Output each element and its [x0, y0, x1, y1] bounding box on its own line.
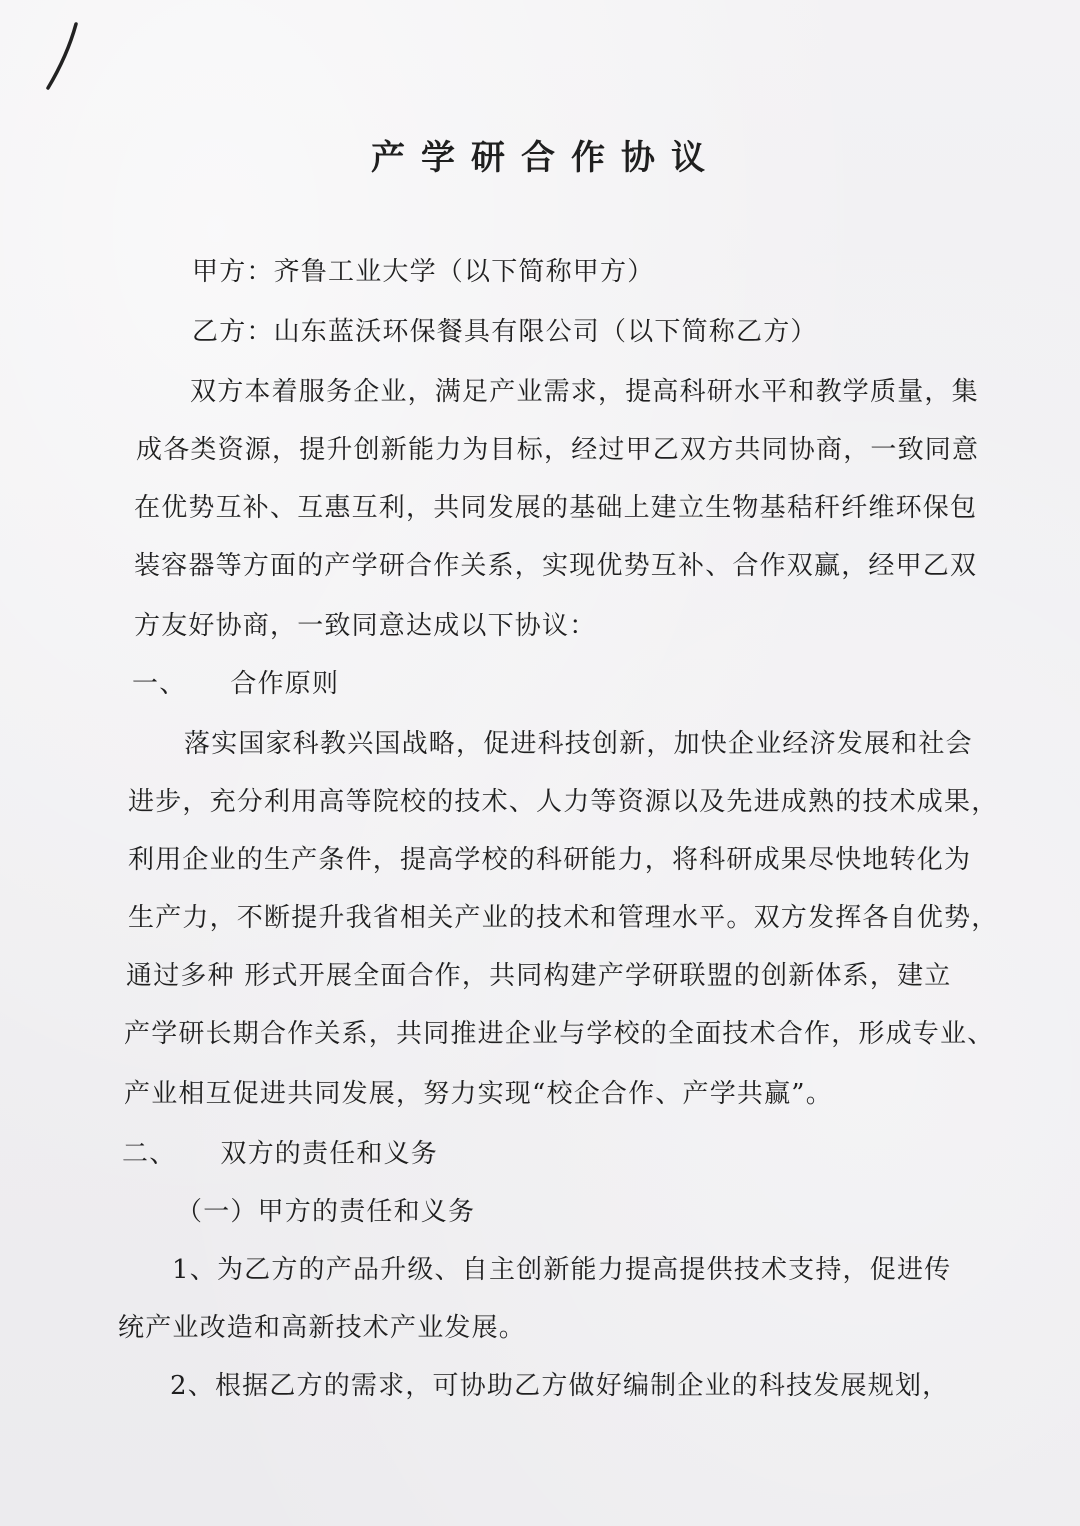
intro-line: 在优势互补、互惠互利，共同发展的基础上建立生物基秸秆纤维环保包: [134, 493, 978, 523]
subsection-heading: （一）甲方的责任和义务: [176, 1197, 476, 1227]
intro-line: 双方本着服务企业，满足产业需求，提高科研水平和教学质量，集: [190, 377, 979, 407]
document-title: 产学研合作协议: [371, 138, 721, 178]
principle-line: 落实国家科教兴国战略，促进科技创新，加快企业经济发展和社会: [184, 729, 973, 759]
party-b: 乙方：山东蓝沃环保餐具有限公司（以下简称乙方）: [192, 317, 818, 347]
principle-line: 生产力，不断提升我省相关产业的技术和管理水平。双方发挥各自优势，: [128, 903, 999, 933]
section-title: 双方的责任和义务: [220, 1139, 439, 1169]
principle-line: 产业相互促进共同发展，努力实现“校企合作、产学共赢”。: [124, 1079, 833, 1109]
principle-line: 进步，充分利用高等院校的技术、人力等资源以及先进成熟的技术成果，: [128, 787, 999, 817]
intro-line: 装容器等方面的产学研合作关系，实现优势互补、合作双赢，经甲乙双: [134, 551, 978, 581]
handwritten-slash-mark: [40, 18, 90, 98]
intro-line: 成各类资源，提升创新能力为目标，经过甲乙双方共同协商，一致同意: [136, 435, 980, 465]
section-heading-1: [132, 668, 339, 700]
principle-line: 通过多种 形式开展全面合作，共同构建产学研联盟的创新体系，建立: [126, 961, 952, 991]
intro-line: 方友好协商，一致同意达成以下协议：: [134, 611, 597, 641]
item-line: 统产业改造和高新技术产业发展。: [118, 1313, 527, 1343]
section-number: 二、: [122, 1139, 177, 1169]
section-title: 合作原则: [230, 669, 340, 699]
section-heading-2: [122, 1138, 438, 1170]
item-line: 1、为乙方的产品升级、自主创新能力提高提供技术支持，促进传: [172, 1255, 952, 1285]
principle-line: 产学研长期合作关系，共同推进企业与学校的全面技术合作，形成专业、: [124, 1019, 995, 1049]
item-line: 2、根据乙方的需求，可协助乙方做好编制企业的科技发展规划，: [170, 1371, 950, 1401]
section-number: 一、: [132, 669, 187, 699]
party-a: 甲方：齐鲁工业大学（以下简称甲方）: [192, 257, 655, 287]
principle-line: 利用企业的生产条件，提高学校的科研能力，将科研成果尽快地转化为: [128, 845, 972, 875]
